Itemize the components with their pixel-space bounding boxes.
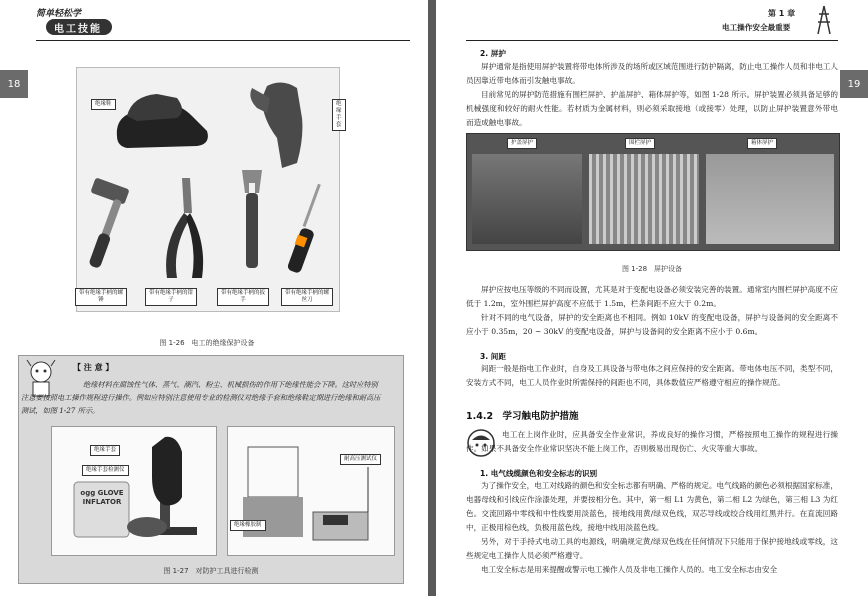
s3-para: 间距一般是指电工作业时，自身及工具设备与带电体之间应保持的安全距离。带电体电压不同，类型不同，安装方式不同，电工人员作业时所需保持的间距也不同，具体数值应严格遵守相应的操作规范。 [466,364,838,387]
header-rule-right [466,40,838,41]
figure-1-27-right [227,426,395,556]
header-rule [36,40,410,41]
label-cover: 护盖屏护 [507,138,537,149]
s1-para-1: 为了操作安全，电工对线路的颜色和安全标志都有明确、严格的规定。电气线路的颜色必须根据国家标准，电器母线和引线应作涂漆处理，并要按相分色。其中，第一相 L1 为黄色，第二相 L2 为绿色，第三相 L3 为红色。交流回路中零线和中性线要用淡蓝色，接地线用黄/绿双色线，双芯导线或绞合线用红黑并行。在直流回路中，正极用棕色线，负极用蓝色线，接地中线用淡蓝色线。 [466,481,838,532]
label-gloves: 绝缘手套 [332,99,346,131]
gloves-image [242,78,332,178]
chapter-title: 电工操作安全最重要 [722,23,791,32]
section-heading: 1.4.2 学习触电防护措施 [466,411,579,422]
label-rubber: 绝缘橡胶制 [230,520,266,531]
s2b-para-2: 针对不同的电气设备，屏护的安全距离也不相同。例如 10kV 的变配电设备，屏护与设备间的安全距离不应小于 0.35m，20 ~ 30kV 的变配电设备，屏护与设备间的安全距离不应小于 0.6m。 [466,313,838,336]
right-page [436,0,868,596]
label-screwdriver: 带有绝缘手柄的螺丝刀 [281,288,333,306]
photo-fence [589,154,699,244]
label-inflator: 绝缘手套检测仪 [82,465,129,476]
figure-1-28 [466,133,840,251]
label-pliers: 带有绝缘手柄的钳子 [145,288,197,306]
s1-para-2: 另外，对于手持式电动工具的电源线，明确规定黄/绿双色线在任何情况下只能用于保护接地线或零线，这些规定电工操作人员必须严格遵守。 [466,537,838,560]
figure-1-26-caption: 图 1-26 电工的绝缘保护设备 [159,339,255,347]
label-wrench: 带有绝缘手柄的扳手 [217,288,269,306]
section-intro [466,428,838,456]
s2-text-b [466,283,838,339]
s1-text [466,479,838,577]
s2b-para-1: 屏护应按电压等级的不同而设置，尤其是对于变配电设备必须安装完善的装置。通常室内围栏屏护高度不应低于 1.2m，室外围栏屏护高度不应低于 1.5m，栏条间距不应大于 0.2m。 [466,285,838,308]
hv-tester-image [228,427,390,551]
header-title: 电工技能 [54,24,102,35]
photo-box [706,154,834,244]
glove-tester-image [52,427,212,551]
s2-para-2: 目前常见的屏护防范措施有围栏屏护、护盖屏护、箱体屏护等，如图 1-28 所示。屏护装置必须具备足够的机械强度和较好的耐火性能。若材质为金属材料，则必须采取接地（或接零）处理，以防止屏护装置意外带电而造成触电事故。 [466,90,838,127]
header-series: 简单轻松学 [36,9,82,19]
s1-heading: 1. 电气线缆颜色和安全标志的识别 [480,469,598,478]
s3-heading: 3. 间距 [480,352,506,361]
s2-heading: 2. 屏护 [480,49,506,58]
label-boots: 绝缘鞋 [91,99,116,110]
hammer-image [82,178,142,278]
s2-text [466,60,838,130]
label-tester: 耐高压测试仪 [340,454,381,465]
wrench-image [227,168,277,278]
book-spine [428,0,436,596]
note-title: 【 注 意 】 [73,363,114,372]
box-print: ogg GLOVE INFLATOR [80,489,124,506]
s3-text [466,362,838,390]
pliers-image [152,173,222,283]
note-text: 绝缘材料在腐蚀性气体、蒸气、潮汽、粉尘、机械损伤的作用下绝缘性能会下降。这时应特别注意要按照电工操作规程进行操作。例如应特别注意使用专业的检测仪对绝缘手套和绝缘鞋定期进行绝缘和耐高压测试，如图 1-27 所示。 [21,380,381,415]
photo-cover [472,154,582,244]
boots-image [107,76,217,156]
pylon-icon [814,4,834,36]
s2-para-1: 屏护通常是指使用屏护装置将带电体所涉及的场所或区域范围进行防护隔离，防止电工操作人员和非电工人员因靠近带电体而引发触电事故。 [466,62,838,85]
s1-para-3: 电工安全标志是用来提醒或警示电工操作人员及非电工操作人员的。电工安全标志由安全 [481,565,778,574]
label-box: 箱体屏护 [747,138,777,149]
figure-1-28-caption: 图 1-28 屏护设备 [621,265,683,273]
label-glove: 绝缘手套 [90,445,120,456]
screwdriver-image [282,178,342,288]
figure-1-27-left [51,426,217,556]
left-page [0,0,428,596]
note-box [18,355,404,584]
section-intro-para: 电工在上岗作业时，应具备安全作业常识，养成良好的操作习惯，严格按照电工操作的规程进行操作。如果不具备安全作业常识坚决不能上岗工作，否则极易出现伤亡、火灾等重大事故。 [466,430,838,453]
label-fence: 围栏屏护 [625,138,655,149]
label-hammer: 带有绝缘手柄的螺锤 [75,288,127,306]
chapter-label: 第 1 章 [768,9,796,18]
page-number-tab-right: 19 [840,70,868,98]
figure-1-27-caption: 图 1-27 对防护工具进行检测 [163,567,259,575]
figure-1-26 [76,67,340,312]
page-number-tab-left: 18 [0,70,28,98]
header-logo [36,6,114,36]
